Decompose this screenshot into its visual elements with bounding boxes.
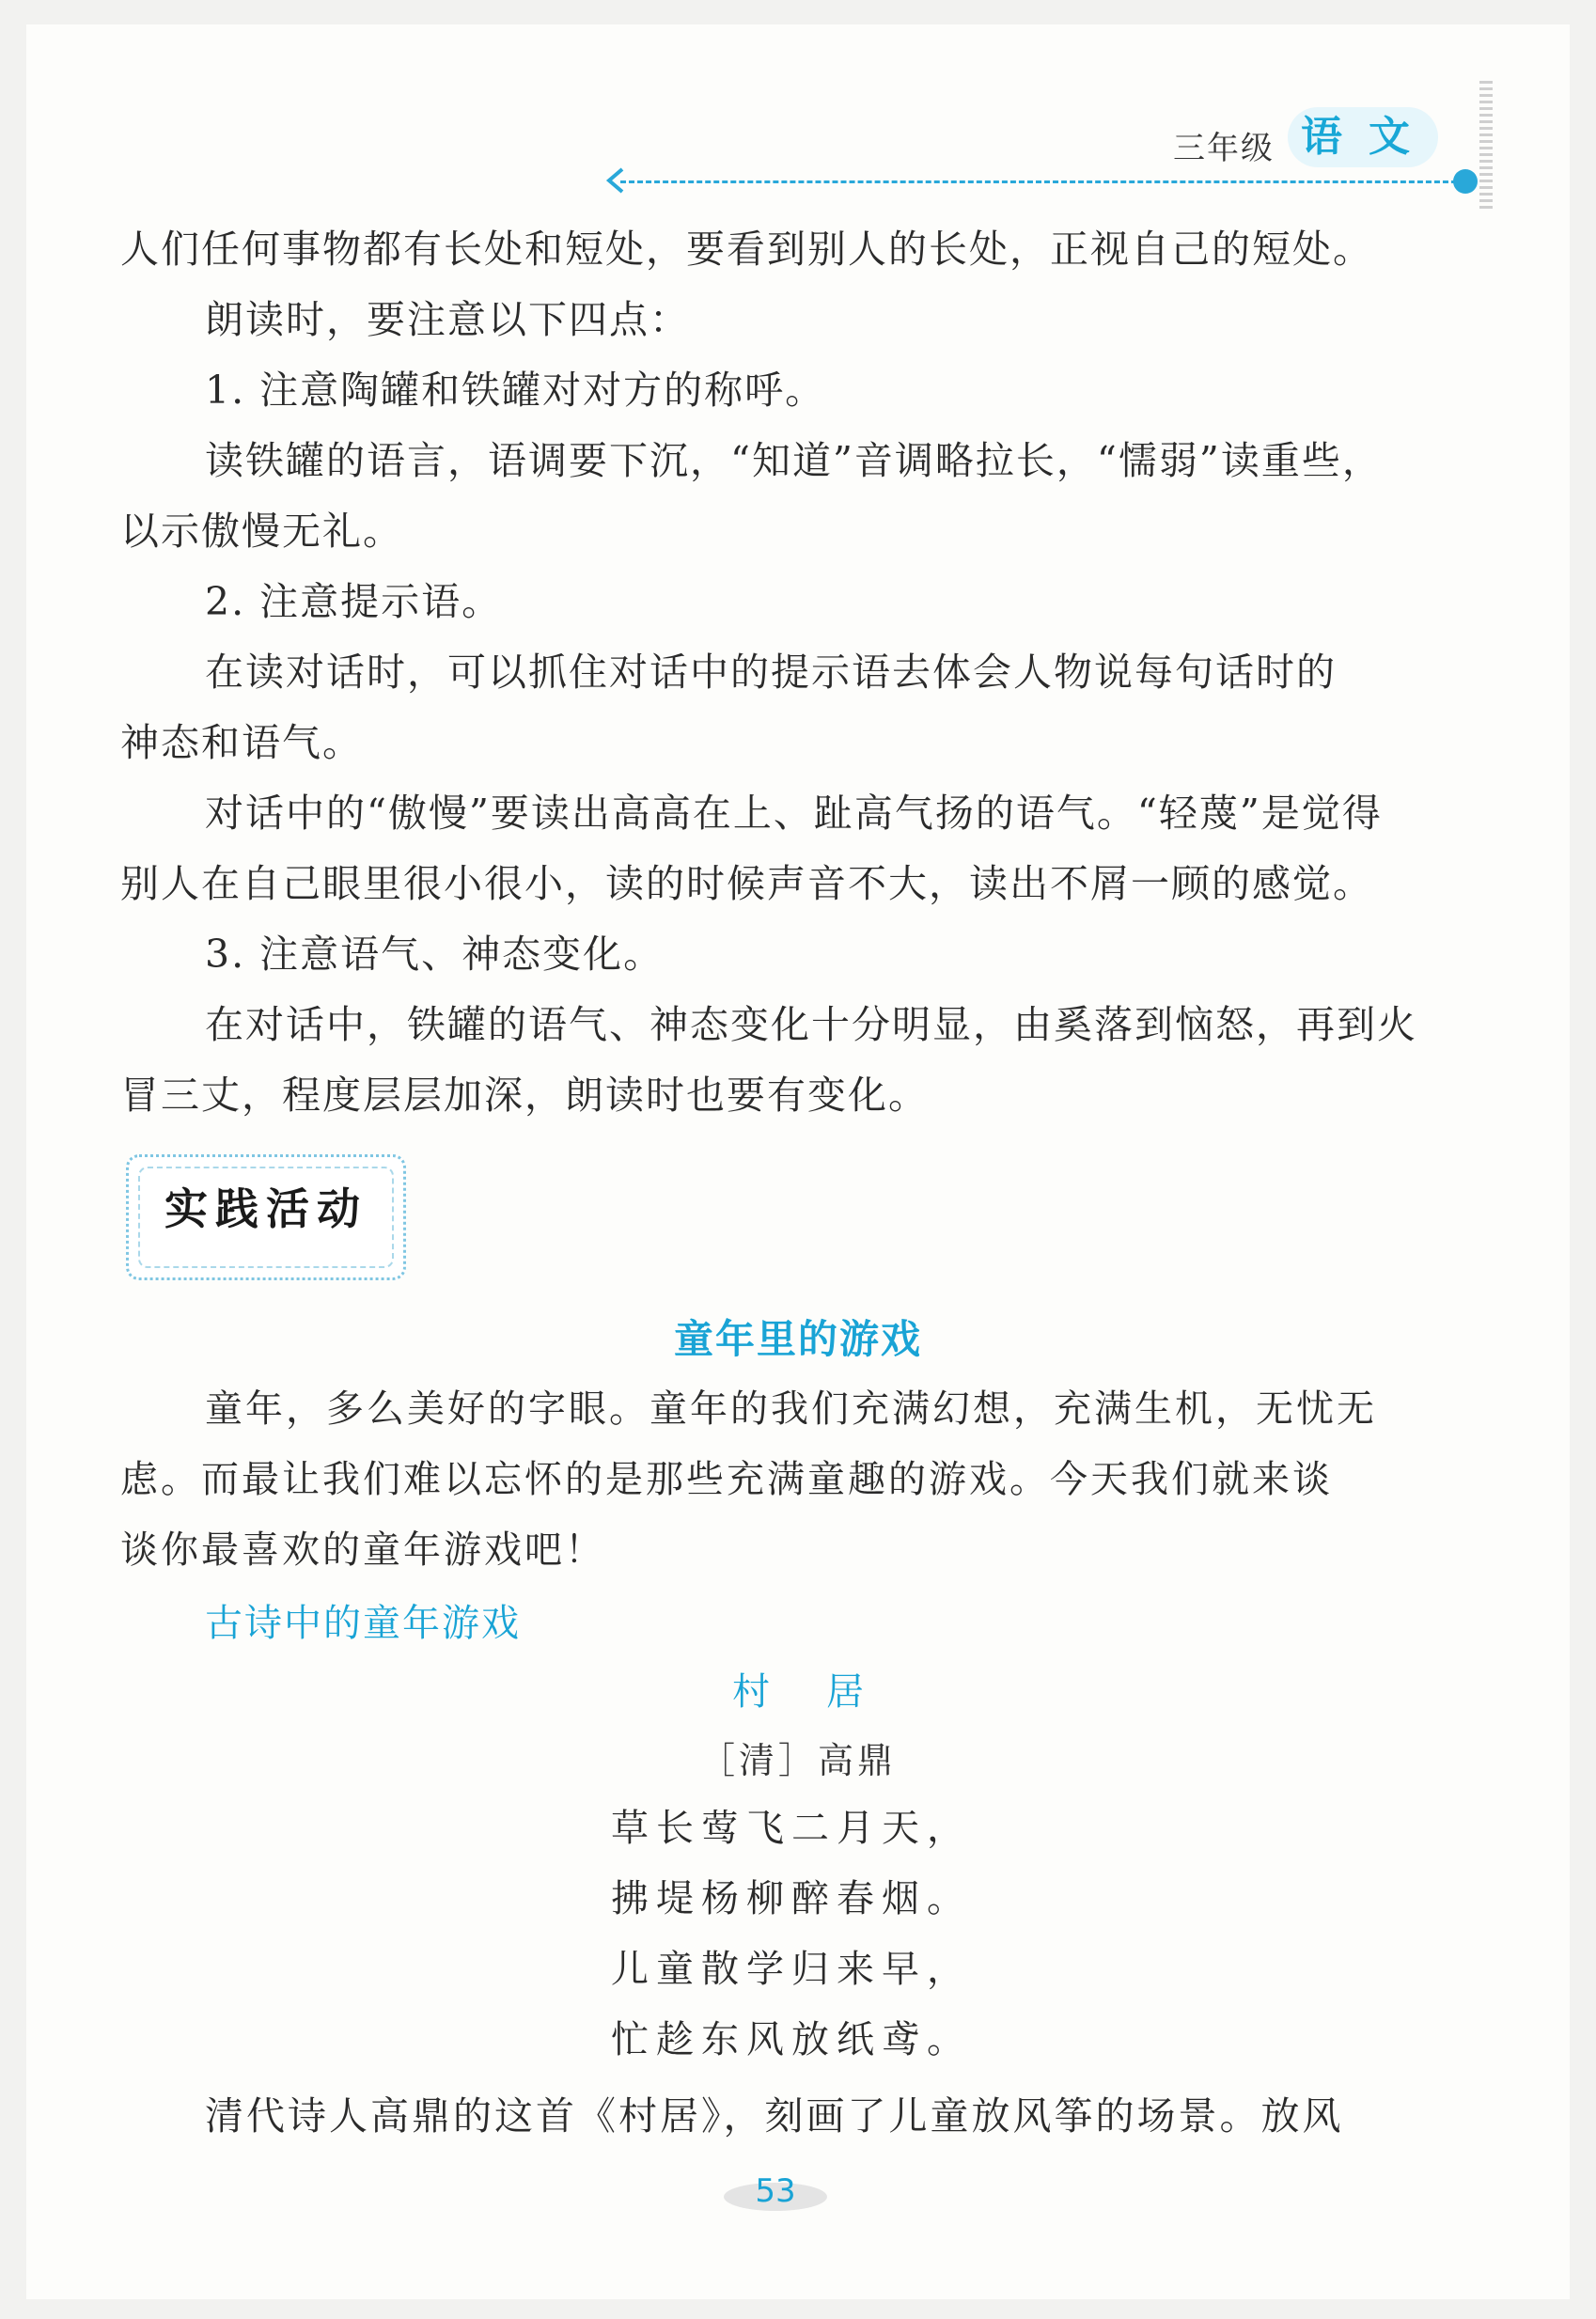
text-line: 人们任何事物都有长处和短处，要看到别人的长处，正视自己的短处。: [120, 227, 1373, 272]
poem-line: 草长莺飞二月天，: [611, 1807, 972, 1850]
text-line: 在对话中，铁罐的语气、神态变化十分明显，由奚落到恼怒，再到火: [205, 1002, 1417, 1047]
poem-author: ［清］高鼎: [698, 1740, 897, 1781]
reading-tips-text: [120, 214, 1436, 1131]
text-line: 1. 注意陶罐和铁罐对对方的称呼。: [205, 368, 826, 413]
subject-label: 语文: [1288, 107, 1438, 167]
text-line: 别人在自己眼里很小很小，读的时候声音不大，读出不屑一顾的感觉。: [120, 861, 1373, 906]
poem-line: 儿童散学归来早，: [611, 1948, 972, 1991]
section-title: 童年里的游戏: [673, 1316, 922, 1362]
text-line: 2. 注意提示语。: [205, 579, 503, 624]
text-line: 朗读时，要注意以下四点：: [205, 297, 690, 342]
poem-title: 村居: [732, 1670, 920, 1714]
text-line: 在读对话时，可以抓住对话中的提示语去体会人物说每句话时的: [205, 650, 1337, 695]
grade-label: 三年级: [1173, 130, 1275, 167]
page-number: 53: [755, 2172, 796, 2210]
header-dot-icon: [1453, 169, 1478, 194]
text-line: 以示傲慢无礼。: [120, 509, 403, 554]
text-line: 虑。而最让我们难以忘怀的是那些充满童趣的游戏。今天我们就来谈: [120, 1458, 1333, 1501]
text-line: 3. 注意语气、神态变化。: [205, 932, 665, 977]
text-line: 神态和语气。: [120, 720, 363, 765]
text-line: 冒三丈，程度层层加深，朗读时也要有变化。: [120, 1073, 929, 1118]
practice-activity-badge: [126, 1154, 406, 1280]
text-line: 谈你最喜欢的童年游戏吧！: [120, 1528, 605, 1572]
badge-label: 实践活动: [164, 1183, 368, 1234]
sub-title: 古诗中的童年游戏: [205, 1602, 521, 1645]
poem-line: 忙趁东风放纸鸢。: [611, 2018, 972, 2061]
text-line: 对话中的“傲慢”要读出高高在上、趾高气扬的语气。“轻蔑”是觉得: [205, 791, 1383, 836]
page-header: [0, 0, 1596, 216]
header-dashed-line: [620, 180, 1457, 183]
text-line: 清代诗人高鼎的这首《村居》，刻画了儿童放风筝的场景。放风: [205, 2093, 1344, 2139]
poem-body: [611, 1794, 972, 2076]
childhood-games-intro: [120, 1374, 1436, 1586]
text-line: 读铁罐的语言，语调要下沉，“知道”音调略拉长，“懦弱”读重些，: [205, 438, 1383, 483]
poem-line: 拂堤杨柳醉春烟。: [611, 1877, 972, 1920]
text-line: 童年，多么美好的字眼。童年的我们充满幻想，充满生机，无忧无: [205, 1387, 1377, 1431]
